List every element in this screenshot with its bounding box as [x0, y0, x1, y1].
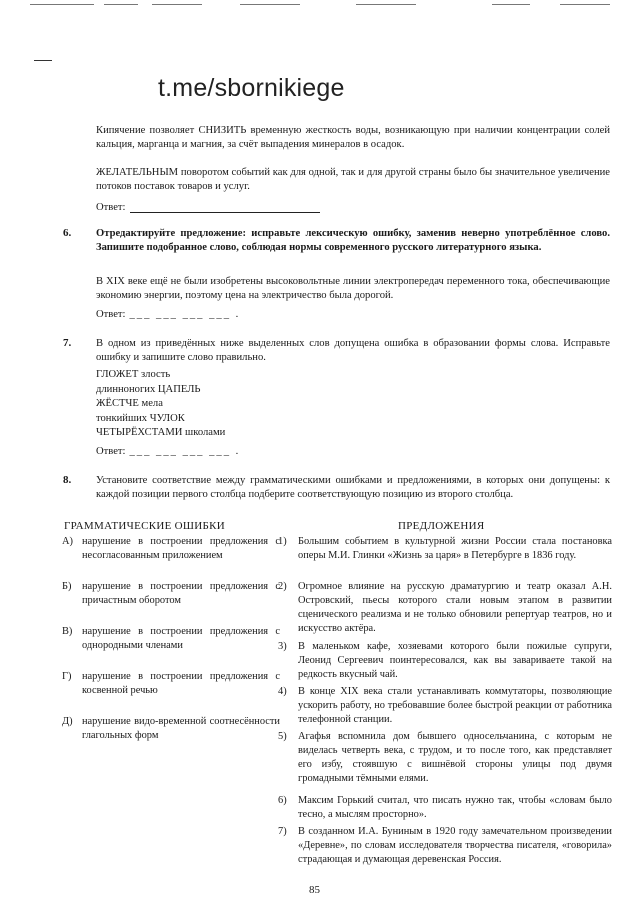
top-rule [104, 4, 138, 5]
item-number: 2) [278, 581, 287, 592]
item-letter: В) [62, 626, 73, 637]
q7-word-list [96, 368, 225, 441]
item-number: 7) [278, 826, 287, 837]
item-text: В маленьком кафе, хозяевами которого были пожилые супруги, Леонид Сергеевич поинтересовался, как вы завариваете такой на редкость вкусный чай. [298, 641, 612, 680]
item-text: Большим событием в культурной жизни России стала постановка оперы М.И. Глинки «Жизнь за царя» в Петербурге в 1836 году. [298, 536, 612, 561]
item-text: Максим Горький считал, что писать нужно так, чтобы «словам было тесно, а мыслям просторно». [298, 795, 612, 820]
top-rule [356, 4, 416, 5]
item-text: Огромное влияние на русскую драматургию и театр оказал А.Н. Островский, пьесы которого стали новым этапом в развитии сценического реализма и не только обновили репертуар театров, но и искусство актёра. [298, 581, 612, 634]
item-letter: Г) [62, 671, 72, 682]
error-item-g [62, 670, 280, 698]
item-text: Агафья вспомнила дом бывшего односельчанина, с которым не виделась четверть века, с трудом, и то после того, как представляет его избу, стоявшую с вишнёвой стороны улицы под двумя громадными тёмными елями. [298, 731, 612, 784]
sentence-item-6 [278, 794, 612, 822]
top-rule [560, 4, 610, 5]
item-number: 1) [278, 536, 287, 547]
item-letter: А) [62, 536, 73, 547]
list-item: длинноногих ЦАПЕЛЬ [96, 383, 201, 395]
watermark-link[interactable]: t.me/sbornikiege [158, 74, 345, 102]
sentence-item-3 [278, 640, 612, 682]
list-item: ГЛОЖЕТ злость [96, 369, 171, 380]
sentence-item-2 [278, 580, 612, 636]
item-number: 3) [278, 641, 287, 652]
list-item: ЧЕТЫРЁХСТАМИ школами [96, 427, 226, 439]
item-text: нарушение в построении предложения с однородными членами [82, 626, 280, 651]
error-item-v [62, 625, 280, 653]
answer-blank[interactable]: ___ ___ ___ ___ . [129, 446, 241, 457]
answer-label: Ответ: [96, 309, 126, 320]
page-number: 85 [309, 884, 320, 896]
q8-instruction: Установите соответствие между грамматическими ошибками и предложениями, в которых они допущены: к каждой позиции первого столбца подберите соответствующую позицию из второго столбца. [96, 475, 610, 501]
top-rule [240, 4, 300, 5]
item-text: нарушение в построении предложения с причастным оборотом [82, 581, 280, 606]
item-text: В конце XIX века стали устанавливать коммутаторы, позволяющие ускорить работу, но требовавшие более быстрой реакции от работника телефонной станции. [298, 686, 612, 725]
q7-answer [96, 446, 240, 457]
q7-number: 7. [63, 337, 72, 349]
q6-instruction: Отредактируйте предложение: исправьте лексическую ошибку, заменив неверно употреблённое слово. Запишите подобранное слово, соблюдая нормы современного русского литературного языка. [96, 228, 610, 254]
q5-sentence-2: ЖЕЛАТЕЛЬНЫМ поворотом событий как для одной, так и для другой страны было бы значительное увеличение потоков поставок товаров и услуг. [96, 167, 610, 193]
top-rule [492, 4, 530, 5]
list-item: ЖЁСТЧЕ мела [96, 398, 163, 410]
answer-label: Ответ: [96, 202, 126, 213]
answer-line[interactable] [130, 201, 320, 213]
error-item-d [62, 715, 280, 743]
error-item-a [62, 535, 280, 563]
q5-sentence-1: Кипячение позволяет СНИЗИТЬ временную жесткость воды, возникающую при наличии концентрации солей кальция, марганца и магния, за счёт выпадения минералов в осадок. [96, 125, 610, 151]
errors-column-title: ГРАММАТИЧЕСКИЕ ОШИБКИ [64, 520, 226, 532]
sentence-item-5 [278, 730, 612, 786]
item-text: нарушение в построении предложения с несогласованным приложением [82, 536, 280, 561]
item-letter: Д) [62, 716, 73, 727]
answer-blank[interactable]: ___ ___ ___ ___ . [129, 309, 241, 320]
list-item: тонкийших ЧУЛОК [96, 412, 185, 424]
top-rule [30, 4, 94, 5]
error-item-b [62, 580, 280, 608]
q5-answer [96, 201, 320, 213]
q8-number: 8. [63, 474, 72, 486]
item-number: 6) [278, 795, 287, 806]
q6-number: 6. [63, 227, 72, 239]
item-number: 4) [278, 686, 287, 697]
item-letter: Б) [62, 581, 72, 592]
item-text: нарушение в построении предложения с косвенной речью [82, 671, 280, 696]
q6-sentence: В XIX веке ещё не были изобретены высоковольтные линии электропередач переменного тока, обеспечивающие экономию энергии, поэтому цена на электричество была дорогой. [96, 276, 610, 302]
item-number: 5) [278, 731, 287, 742]
sentences-column-title: ПРЕДЛОЖЕНИЯ [398, 520, 485, 532]
margin-dash [34, 60, 52, 61]
sentence-item-4 [278, 685, 612, 727]
item-text: нарушение видо-временной соотнесённости глагольных форм [82, 716, 280, 741]
sentence-item-1 [278, 535, 612, 563]
q6-answer [96, 309, 240, 320]
q7-instruction: В одном из приведённых ниже выделенных слов допущена ошибка в образовании формы слова. Исправьте ошибку и запишите слово правильно. [96, 338, 610, 364]
sentence-item-7 [278, 825, 612, 867]
answer-label: Ответ: [96, 446, 126, 457]
item-text: В созданном И.А. Буниным в 1920 году замечательном произведении «Деревне», по словам исследователя творчества писателя, «говорила» страдающая и думающая деревенская Россия. [298, 826, 612, 865]
top-rule [152, 4, 202, 5]
